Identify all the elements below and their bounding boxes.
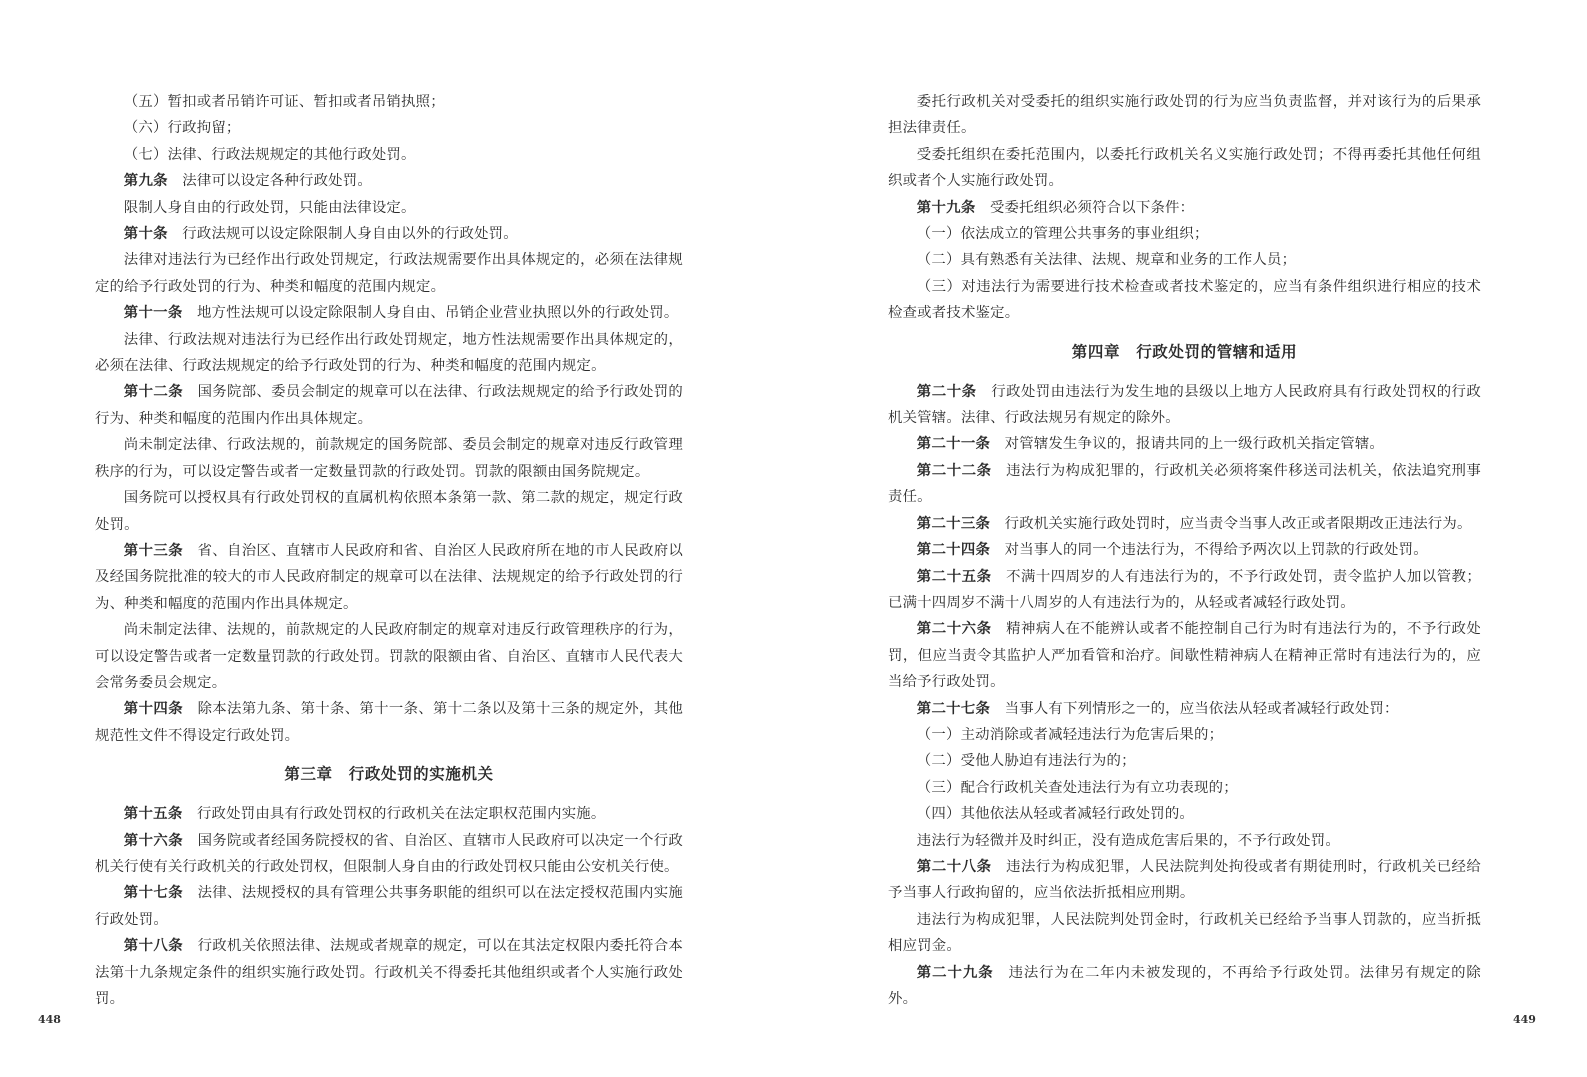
right-text-column <box>888 89 1481 1012</box>
paragraph-text: （七）法律、行政法规规定的其他行政处罚。 <box>123 146 416 163</box>
paragraph <box>95 617 683 696</box>
paragraph <box>95 142 683 168</box>
article-paragraph <box>888 537 1481 563</box>
article-paragraph <box>95 880 683 933</box>
paragraph <box>95 327 683 380</box>
article-paragraph <box>888 564 1481 617</box>
paragraph <box>888 142 1481 195</box>
article-number: 第二十条 <box>916 383 977 400</box>
right-paragraphs-after <box>888 379 1481 1013</box>
paragraph-text: 不满十四周岁的人有违法行为的，不予行政处罚，责令监护人加以管教；已满十四周岁不满十八周岁的人有违法行为的，从轻或者减轻行政处罚。 <box>888 568 1481 611</box>
left-page <box>0 0 793 1077</box>
paragraph-text: 行政机关依照法律、法规或者规章的规定，可以在其法定权限内委托符合本法第十九条规定条件的组织实施行政处罚。行政机关不得委托其他组织或者个人实施行政处罚。 <box>95 938 684 1007</box>
paragraph <box>888 722 1481 748</box>
article-number: 第二十一条 <box>916 436 991 453</box>
chapter-4-title: 第四章 行政处罚的管辖和适用 <box>1071 342 1298 361</box>
paragraph-text: 法律对违法行为已经作出行政处罚规定，行政法规需要作出具体规定的，必须在法律规定的给予行政处罚的行为、种类和幅度的范围内规定。 <box>95 252 683 295</box>
article-paragraph <box>95 168 683 194</box>
paragraph-text: 国务院可以授权具有行政处罚权的直属机构依照本条第一款、第二款的规定，规定行政处罚。 <box>95 490 683 533</box>
paragraph-text: 行政处罚由违法行为发生地的县级以上地方人民政府具有行政处罚权的行政机关管辖。法律、行政法规另有规定的除外。 <box>888 383 1481 427</box>
paragraph <box>95 89 683 115</box>
paragraph-text: 行政处罚由具有行政处罚权的行政机关在法定职权范围内实施。 <box>196 806 606 823</box>
paragraph-text: （三）配合行政机关查处违法行为有立功表现的； <box>916 779 1238 796</box>
paragraph-text: 除本法第九条、第十条、第十一条、第十二条以及第十三条的规定外，其他规范性文件不得设定行政处罚。 <box>95 701 684 744</box>
article-number: 第九条 <box>123 173 168 190</box>
paragraph-text: （二）具有熟悉有关法律、法规、规章和业务的工作人员； <box>916 252 1297 269</box>
article-paragraph <box>95 379 683 432</box>
paragraph <box>888 775 1481 801</box>
paragraph-text: 精神病人在不能辨认或者不能控制自己行为时有违法行为的，不予行政处罚，但应当责令其监护人严加看管和治疗。间歇性精神病人在精神正常时有违法行为的，应当给予行政处罚。 <box>888 621 1481 691</box>
paragraph <box>888 221 1481 247</box>
article-paragraph <box>95 828 683 881</box>
article-paragraph <box>95 801 683 827</box>
article-number: 第二十三条 <box>916 515 991 532</box>
article-number: 第十一条 <box>123 305 183 322</box>
article-paragraph <box>888 960 1481 1013</box>
article-paragraph <box>95 696 683 749</box>
paragraph-text: 当事人有下列情形之一的，应当依法从轻或者减轻行政处罚： <box>1004 700 1399 717</box>
article-paragraph <box>888 511 1481 537</box>
left-paragraphs <box>95 89 683 749</box>
paragraph-text: （六）行政拘留； <box>123 120 241 137</box>
page-number-left: 448 <box>38 1013 61 1026</box>
article-paragraph <box>95 221 683 247</box>
article-number: 第二十九条 <box>916 964 994 981</box>
paragraph <box>95 432 683 485</box>
paragraph-text: 对管辖发生争议的，报请共同的上一级行政机关指定管辖。 <box>1004 436 1385 453</box>
paragraph-text: 国务院部、委员会制定的规章可以在法律、行政法规规定的给予行政处罚的行为、种类和幅度的范围内作出具体规定。 <box>95 384 684 427</box>
paragraph <box>888 748 1481 774</box>
article-number: 第二十七条 <box>916 700 991 717</box>
right-paragraphs <box>888 89 1481 327</box>
paragraph-text: 受委托组织在委托范围内，以委托行政机关名义实施行政处罚；不得再委托其他任何组织或者个人实施行政处罚。 <box>888 146 1481 190</box>
right-page <box>793 0 1587 1077</box>
paragraph-text: （五）暂扣或者吊销许可证、暂扣或者吊销执照； <box>123 94 445 110</box>
article-paragraph <box>95 300 683 326</box>
paragraph-text: 受委托组织必须符合以下条件： <box>989 199 1195 216</box>
left-text-column <box>95 89 683 1012</box>
paragraph-text: 行政机关实施行政处罚时，应当责令当事人改正或者限期改正违法行为。 <box>1004 515 1472 532</box>
left-paragraphs-after <box>95 801 683 1012</box>
paragraph-text: 违法行为在二年内未被发现的，不再给予行政处罚。法律另有规定的除外。 <box>888 964 1481 1007</box>
article-number: 第十九条 <box>916 199 976 216</box>
paragraph-text: （四）其他依法从轻或者减轻行政处罚的。 <box>916 806 1195 823</box>
article-number: 第十三条 <box>123 542 184 559</box>
paragraph-text: 行政法规可以设定除限制人身自由以外的行政处罚。 <box>182 226 518 243</box>
article-paragraph <box>95 933 683 1012</box>
paragraph <box>888 274 1481 327</box>
paragraph <box>95 485 683 538</box>
paragraph-text: 违法行为构成犯罪的，行政机关必须将案件移送司法机关，依法追究刑事责任。 <box>888 462 1481 506</box>
paragraph-text: 委托行政机关对受委托的组织实施行政处罚的行为应当负责监督，并对该行为的后果承担法律责任。 <box>888 94 1481 137</box>
paragraph <box>95 115 683 141</box>
paragraph-text: （三）对违法行为需要进行技术检查或者技术鉴定的，应当有条件组织进行相应的技术检查或者技术鉴定。 <box>888 278 1481 322</box>
paragraph-text: 尚未制定法律、法规的，前款规定的人民政府制定的规章对违反行政管理秩序的行为，可以设定警告或者一定数量罚款的行政处罚。罚款的限额由省、自治区、直辖市人民代表大会常务委员会规定。 <box>95 622 683 691</box>
paragraph <box>888 801 1481 827</box>
article-number: 第十八条 <box>123 938 184 955</box>
paragraph-text: 省、自治区、直辖市人民政府和省、自治区人民政府所在地的市人民政府以及经国务院批准的较大的市人民政府制定的规章可以在法律、法规规定的给予行政处罚的行为、种类和幅度的范围内作出具体规定。 <box>95 542 684 612</box>
article-number: 第二十八条 <box>916 858 992 875</box>
paragraph-text: 尚未制定法律、行政法规的，前款规定的国务院部、委员会制定的规章对违反行政管理秩序的行为，可以设定警告或者一定数量罚款的行政处罚。罚款的限额由国务院规定。 <box>95 437 683 480</box>
article-paragraph <box>95 538 683 617</box>
article-paragraph <box>888 431 1481 457</box>
article-paragraph <box>888 379 1481 432</box>
paragraph-text: 违法行为构成犯罪，人民法院判处罚金时，行政机关已经给予当事人罚款的，应当折抵相应罚金。 <box>888 911 1481 955</box>
paragraph <box>888 907 1481 960</box>
paragraph-text: 地方性法规可以设定除限制人身自由、吊销企业营业执照以外的行政处罚。 <box>196 305 679 322</box>
paragraph-text: 法律、法规授权的具有管理公共事务职能的组织可以在法定授权范围内实施行政处罚。 <box>95 885 684 928</box>
paragraph <box>95 195 683 221</box>
article-number: 第十五条 <box>123 806 183 823</box>
paragraph <box>888 828 1481 854</box>
paragraph-text: （一）依法成立的管理公共事务的事业组织； <box>916 226 1209 243</box>
paragraph-text: 违法行为构成犯罪，人民法院判处拘役或者有期徒刑时，行政机关已经给予当事人行政拘留的，应当依法折抵相应刑期。 <box>888 858 1481 902</box>
article-number: 第十条 <box>123 226 168 243</box>
article-number: 第二十五条 <box>916 568 992 585</box>
paragraph-text: （二）受他人胁迫有违法行为的； <box>916 753 1136 770</box>
paragraph-text: 违法行为轻微并及时纠正，没有造成危害后果的，不予行政处罚。 <box>916 832 1340 849</box>
page-number-right: 449 <box>1513 1013 1536 1026</box>
paragraph-text: 法律可以设定各种行政处罚。 <box>182 173 372 190</box>
article-number: 第十七条 <box>123 885 184 902</box>
article-paragraph <box>888 696 1481 722</box>
paragraph-text: 国务院或者经国务院授权的省、自治区、直辖市人民政府可以决定一个行政机关行使有关行政机关的行政处罚权，但限制人身自由的行政处罚权只能由公安机关行使。 <box>95 832 684 875</box>
article-number: 第二十二条 <box>916 462 992 479</box>
paragraph <box>95 247 683 300</box>
article-number: 第二十六条 <box>916 621 992 638</box>
article-number: 第二十四条 <box>916 542 991 559</box>
paragraph-text: 法律、行政法规对违法行为已经作出行政处罚规定，地方性法规需要作出具体规定的，必须在法律、行政法规规定的给予行政处罚的行为、种类和幅度的范围内规定。 <box>95 331 683 375</box>
paragraph <box>888 247 1481 273</box>
article-paragraph <box>888 458 1481 511</box>
chapter-3-title: 第三章 行政处罚的实施机关 <box>284 765 494 784</box>
paragraph-text: （一）主动消除或者减轻违法行为危害后果的； <box>916 726 1224 743</box>
paragraph-text: 限制人身自由的行政处罚，只能由法律设定。 <box>123 199 416 216</box>
article-number: 第十四条 <box>123 701 184 718</box>
paragraph <box>888 89 1481 142</box>
article-paragraph <box>888 854 1481 907</box>
article-number: 第十二条 <box>123 384 184 401</box>
article-paragraph <box>888 195 1481 221</box>
article-number: 第十六条 <box>123 832 184 849</box>
paragraph-text: 对当事人的同一个违法行为，不得给予两次以上罚款的行政处罚。 <box>1004 542 1428 559</box>
article-paragraph <box>888 616 1481 695</box>
